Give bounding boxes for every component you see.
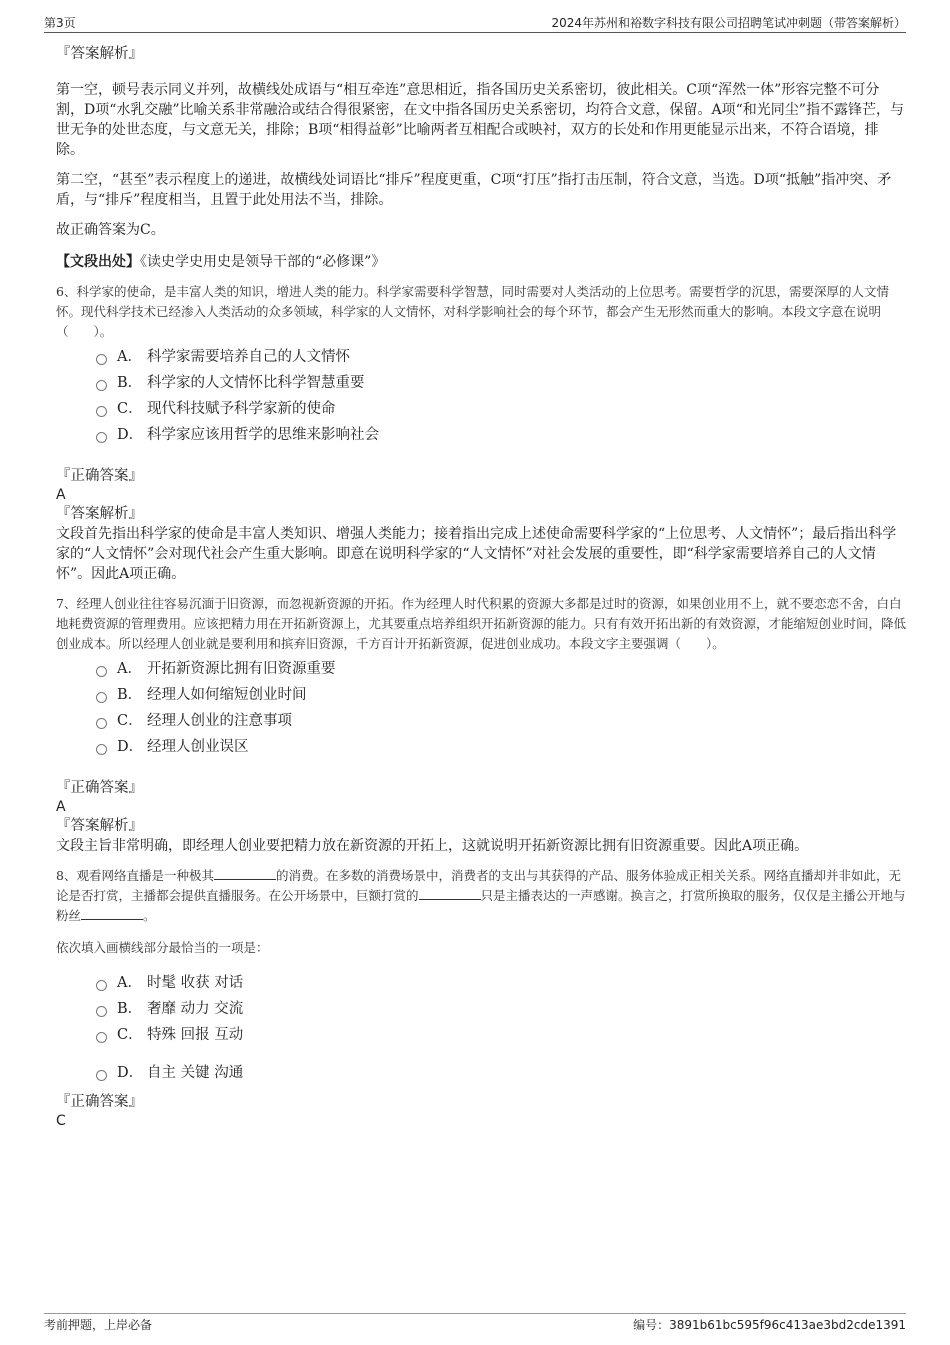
q8-option-b[interactable]: B． 奢靡 动力 交流 [96,996,906,1022]
page-footer [44,1313,906,1332]
q5-analysis-p1: 第一空，顿号表示同义并列，故横线处成语与“相互牵连”意思相近，指各国历史关系密切，彼此相关。C项“浑然一体”形容完整不可分割，D项“水乳交融”比喻关系非常融洽或结合得很紧密，在文中指各国历史关系密切，均符合文意，保留。A项“和光同尘”指不露锋芒，与世无争的处世态度，与文意无关，排除；B项“相得益彰”比喻两者互相配合或映衬，双方的长处和作用更能显示出来，不符合语境，排除。 [56,82,904,158]
q6-analysis: 文段首先指出科学家的使命是丰富人类知识、增强人类能力；接着指出完成上述使命需要科学家的“上位思考、人文情怀”；最后指出科学家的“人文情怀”会对现代社会产生重大影响。即意在说明科学家的“人文情怀”对社会发展的重要性，即“科学家需要培养自己的人文情怀”。因此A项正确。 [56,526,897,582]
fill-blank-1 [214,867,276,880]
radio-icon[interactable] [96,1032,107,1043]
q7-options [96,656,906,760]
q7-question: 7、经理人创业往往容易沉湎于旧资源，而忽视新资源的开拓。作为经理人时代积累的资源大多都是过时的资源，如果创业用不上，就不要恋恋不舍，白白地耗费资源的管理费用。应该把精力用在开拓新资源上，尤其要重点培养组织开拓新资源的能力。只有有效开拓出新的有效资源，才能缩短创业时间，降低创业成本。所以经理人创业就是要利用和摈弃旧资源，千方百计开拓新资源，促进创业成功。本段文字主要强调（ ）。 [56,596,907,651]
q6-question: 6、科学家的使命，是丰富人类的知识，增进人类的能力。科学家需要科学智慧，同时需要对人类活动的上位思考。需要哲学的沉思，需要深厚的人文情怀。现代科学技术已经渗入人类活动的众多领域，科学家的人文情怀，对科学影响社会的每个环节，都会产生无形然而重大的影响。本段文字意在说明（ ）。 [56,284,889,339]
radio-icon[interactable] [96,1070,107,1081]
document-title: 2024年苏州和裕数字科技有限公司招聘笔试冲刺题（带答案解析） [551,16,906,30]
q8-option-d[interactable]: D． 自主 关键 沟通 [96,1060,906,1086]
q6-analysis-label: 『答案解析』 [56,506,143,522]
q7-option-c[interactable]: C． 经理人创业的注意事项 [96,708,906,734]
q8-prompt: 依次填入画横线部分最恰当的一项是： [56,940,269,955]
page-header [44,14,906,33]
footer-doc-id: 编号：3891b61bc595f96c413ae3bd2cde1391 [633,1318,906,1332]
q7-analysis-label: 『答案解析』 [56,818,143,834]
q5-analysis-conclusion: 故正确答案为C。 [56,222,165,238]
radio-icon[interactable] [96,980,107,991]
q5-analysis-label: 『答案解析』 [56,46,143,62]
footer-slogan: 考前押题，上岸必备 [44,1318,153,1332]
q7-answer: A [56,799,66,815]
q8-option-c[interactable]: C． 特殊 回报 互动 [96,1022,906,1048]
q7-option-a[interactable]: A． 开拓新资源比拥有旧资源重要 [96,656,906,682]
radio-icon[interactable] [96,406,107,417]
radio-icon[interactable] [96,718,107,729]
q7-option-b[interactable]: B． 经理人如何缩短创业时间 [96,682,906,708]
source-title: 《读史学史用史是领导干部的“必修课”》 [140,254,386,270]
q6-options [96,344,906,448]
q6-answer: A [56,487,66,503]
page-content [56,44,906,1130]
q5-source [56,252,906,272]
radio-icon[interactable] [96,354,107,365]
q6-option-c[interactable]: C． 现代科技赋予科学家新的使命 [96,396,906,422]
q8-answer: C [56,1113,66,1129]
q7-correct-label: 『正确答案』 [56,780,143,796]
q8-options [96,970,906,1086]
q8-question: 8、观看网络直播是一种极其 的消费。在多数的消费场景中，消费者的支出与其获得的产品、服务体验成正相关关系。网络直播却并非如此，无论是否打赏，主播都会提供直播服务。在公开场景中，巨额打赏的 只是主播表达的一声感谢。换言之，打赏所换取的服务，仅仅是主播公开地与粉丝 。 [56,868,906,923]
radio-icon[interactable] [96,744,107,755]
source-label: 【文段出处】 [56,254,140,270]
page-number: 第3页 [44,16,76,30]
radio-icon[interactable] [96,1006,107,1017]
radio-icon[interactable] [96,692,107,703]
q7-option-d[interactable]: D． 经理人创业误区 [96,734,906,760]
q6-option-a[interactable]: A． 科学家需要培养自己的人文情怀 [96,344,906,370]
radio-icon[interactable] [96,666,107,677]
fill-blank-2 [419,887,481,900]
q6-option-d[interactable]: D． 科学家应该用哲学的思维来影响社会 [96,422,906,448]
q8-correct-label: 『正确答案』 [56,1094,143,1110]
q6-option-b[interactable]: B． 科学家的人文情怀比科学智慧重要 [96,370,906,396]
radio-icon[interactable] [96,380,107,391]
q8-option-a[interactable]: A． 时髦 收获 对话 [96,970,906,996]
fill-blank-3 [81,907,143,920]
q5-analysis-p2: 第二空，“甚至”表示程度上的递进，故横线处词语比“排斥”程度更重，C项“打压”指打击压制，符合文意，当选。D项“抵触”指冲突、矛盾，与“排斥”程度相当，且置于此处用法不当，排除。 [56,172,892,208]
radio-icon[interactable] [96,432,107,443]
q6-correct-label: 『正确答案』 [56,468,143,484]
q7-analysis: 文段主旨非常明确，即经理人创业要把精力放在新资源的开拓上，这就说明开拓新资源比拥有旧资源重要。因此A项正确。 [56,838,809,854]
